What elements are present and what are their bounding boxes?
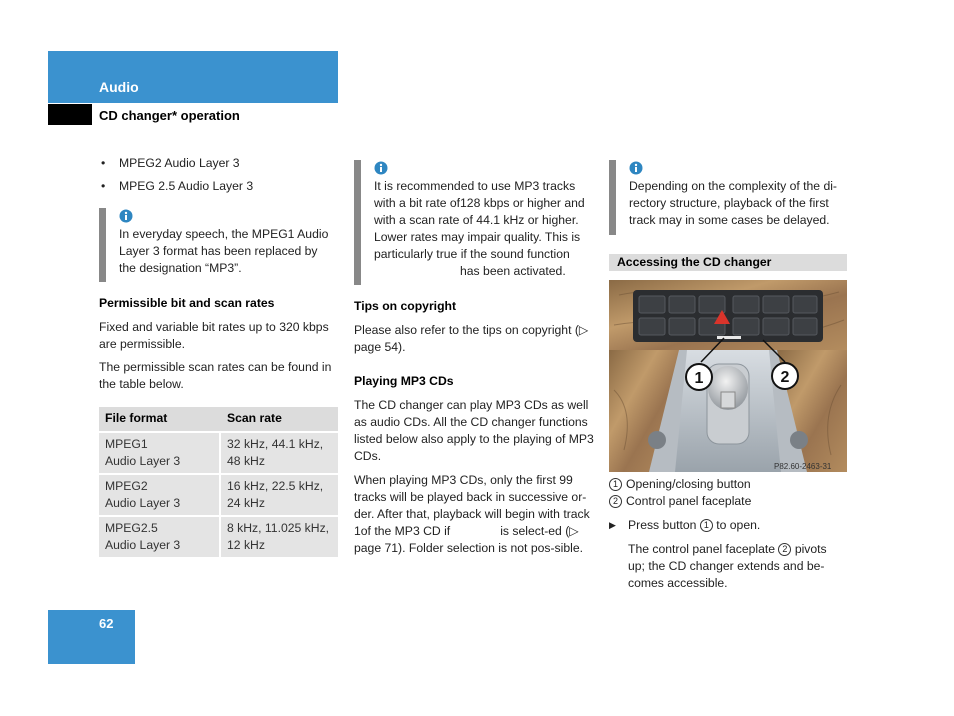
table-header-row [99, 407, 338, 431]
list-item: • MPEG 2.5 Audio Layer 3 [99, 178, 339, 195]
info-icon [629, 160, 643, 176]
table-row [99, 431, 338, 473]
column-1-body [99, 295, 339, 393]
scan-rate-table [99, 407, 338, 557]
page-number: 62 [99, 616, 114, 631]
legend-item: 1 Opening/closing button [609, 476, 849, 493]
table-cell: MPEG1 Audio Layer 3 [99, 431, 221, 473]
info-note [99, 208, 337, 282]
table-cell: 16 kHz, 22.5 kHz, 24 kHz [221, 473, 338, 515]
section-title: Audio [99, 79, 139, 95]
table-row [99, 473, 338, 515]
info-note [609, 160, 847, 235]
section-heading: Permissible bit and scan rates [99, 296, 275, 310]
callout-1: 1 [694, 370, 704, 387]
instructions [609, 517, 841, 592]
table-cell: 32 kHz, 44.1 kHz, 48 kHz [221, 431, 338, 473]
format-list [99, 155, 339, 195]
paragraph: The CD changer can play MP3 CDs as well as audio CDs. All the CD changer functions listed below also apply to the playing of MP3 CDs. [354, 398, 594, 463]
subsection-title: CD changer* operation [99, 108, 240, 123]
table-cell: MPEG2.5 Audio Layer 3 [99, 515, 221, 557]
instruction-step: ▶ Press button 1 to open. [609, 517, 841, 534]
info-note [354, 160, 596, 285]
table-cell: 8 kHz, 11.025 kHz, 12 kHz [221, 515, 338, 557]
photo-legend [609, 476, 849, 510]
list-item: • MPEG2 Audio Layer 3 [99, 155, 339, 172]
paragraph: Fixed and variable bit rates up to 320 kbps are permissible. [99, 320, 329, 351]
header-bar [48, 51, 338, 103]
paragraph: The permissible scan rates can be found in the table below. [99, 360, 332, 391]
photo-code: P82.60-2463-31 [774, 462, 832, 471]
column-1 [99, 155, 339, 201]
info-icon [374, 160, 388, 176]
center-console-photo [609, 280, 847, 472]
table-cell: MPEG2 Audio Layer 3 [99, 473, 221, 515]
note-text: Depending on the complexity of the di-rectory structure, playback of the first track may in some cases be delayed. [629, 179, 837, 227]
subsection-heading: Accessing the CD changer [617, 255, 772, 269]
note-text: In everyday speech, the MPEG1 Audio Layer 3 format has been replaced by the designation “MP3”. [119, 227, 329, 275]
paragraph: Please also refer to the tips on copyright (▷ page 54). [354, 323, 589, 354]
instruction-result: The control panel faceplate 2 pivots up; the CD changer extends and be-comes accessible. [628, 542, 827, 590]
paragraph: When playing MP3 CDs, only the first 99 tracks will be played back in successive or-der. After that, playback will begin with track 1of the MP3 CD if is select-ed (▷ page 71). Folder selection is not pos-sible. [354, 473, 590, 555]
section-heading: Playing MP3 CDs [354, 374, 454, 388]
table-header: Scan rate [221, 407, 338, 431]
table-row [99, 515, 338, 557]
section-heading: Tips on copyright [354, 299, 457, 313]
legend-item: 2 Control panel faceplate [609, 493, 849, 510]
note-text: It is recommended to use MP3 tracks with a bit rate of128 kbps or higher and with a scan rate of 44.1 kHz or higher. Lower rates may impair quality. This is particularly true if the sound function has been activated. [374, 179, 585, 278]
info-icon [119, 208, 133, 224]
column-2-body [354, 298, 594, 557]
header-marker [48, 104, 92, 125]
subsection-heading-bar [609, 254, 847, 271]
page-number-box [48, 610, 135, 664]
callout-2: 2 [780, 369, 790, 386]
table-header: File format [99, 407, 221, 431]
